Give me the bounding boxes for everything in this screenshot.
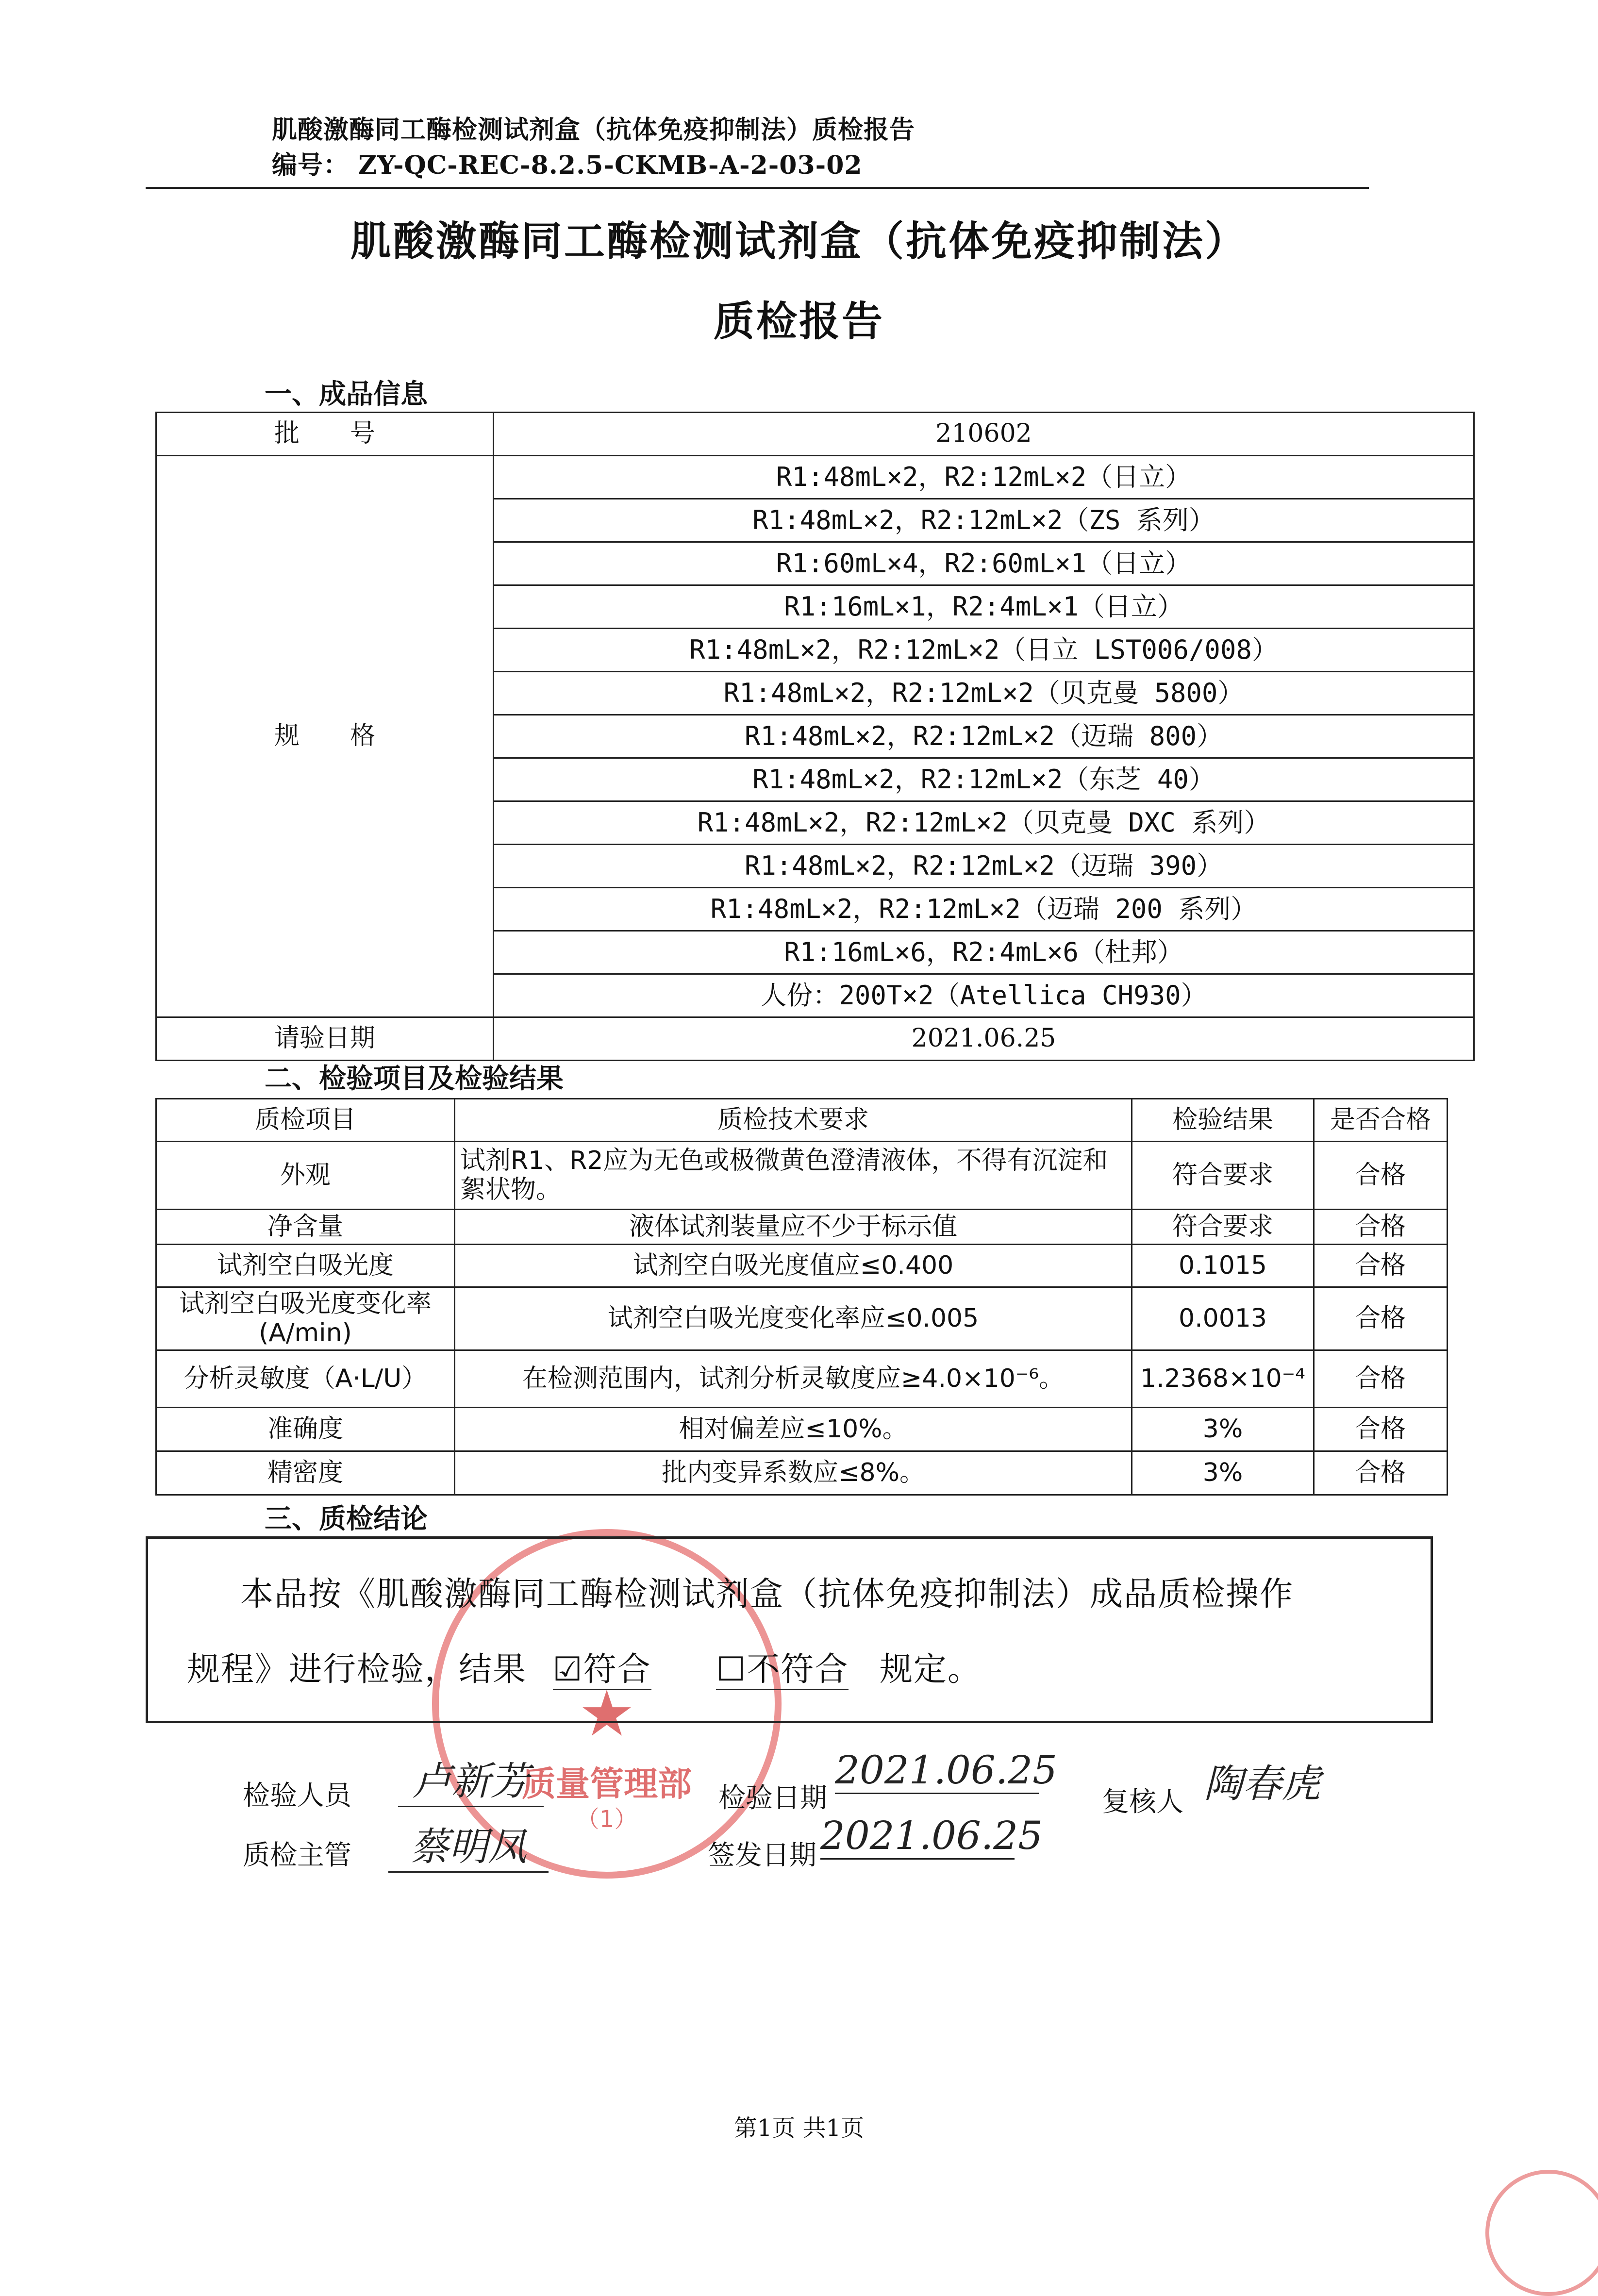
- spec-item: R1:48mL×2，R2:12mL×2（迈瑞 390）: [494, 845, 1474, 888]
- result-cell: 0.1015: [1132, 1245, 1314, 1287]
- issue-date: 2021.06.25: [820, 1813, 1015, 1860]
- conclusion-suffix: 规定。: [879, 1650, 982, 1689]
- spec-item: R1:48mL×2，R2:12mL×2（迈瑞 200 系列）: [494, 888, 1474, 931]
- conclusion-prefix: 规程》进行检验，结果: [187, 1650, 527, 1689]
- request-date-label: 请验日期: [156, 1017, 494, 1061]
- spec-item: R1:48mL×2，R2:12mL×2（东芝 40）: [494, 758, 1474, 801]
- spec-item: 人份：200T×2（Atellica CH930）: [494, 974, 1474, 1017]
- header-pass: 是否合格: [1314, 1099, 1448, 1142]
- item-cell: 精密度: [156, 1451, 455, 1495]
- conclusion-line1: 本品按《肌酸激酶同工酶检测试剂盒（抗体免疫抑制法）成品质检操作: [240, 1575, 1294, 1614]
- section3-heading: 三、质检结论: [265, 1503, 428, 1535]
- header-divider: [146, 187, 1369, 189]
- table-row: [156, 456, 1474, 499]
- request-date-value: 2021.06.25: [494, 1017, 1474, 1061]
- edge-seal: [1485, 2170, 1598, 2296]
- result-cell: 0.0013: [1132, 1287, 1314, 1350]
- pass-cell: 合格: [1314, 1350, 1448, 1408]
- requirement-cell: 液体试剂装量应不少于标示值: [455, 1210, 1132, 1245]
- spec-item: R1:48mL×2，R2:12mL×2（ZS 系列）: [494, 499, 1474, 542]
- reviewer-signature: 陶春虎: [1204, 1761, 1320, 1806]
- item-cell: 试剂空白吸光度变化率(A/min): [156, 1287, 455, 1350]
- section2-heading: 二、检验项目及检验结果: [265, 1063, 564, 1095]
- spec-item: R1:16mL×1，R2:4mL×1（日立）: [494, 585, 1474, 629]
- result-cell: 3%: [1132, 1408, 1314, 1451]
- spec-item: R1:48mL×2，R2:12mL×2（贝克曼 DXC 系列）: [494, 801, 1474, 845]
- doc-header-title: 肌酸激酶同工酶检测试剂盒（抗体免疫抑制法）质检报告: [272, 115, 916, 145]
- table-row: [156, 413, 1474, 456]
- table-row: [156, 1210, 1448, 1245]
- table-row: [156, 1408, 1448, 1451]
- item-cell: 试剂空白吸光度: [156, 1245, 455, 1287]
- spec-item: R1:48mL×2，R2:12mL×2（贝克曼 5800）: [494, 672, 1474, 715]
- item-cell: 外观: [156, 1142, 455, 1210]
- doc-number: 编号： ZY-QC-REC-8.2.5-CKMB-A-2-03-02: [272, 150, 863, 180]
- page-number: 第1页 共1页: [733, 2114, 865, 2142]
- spec-item: R1:48mL×2，R2:12mL×2（日立）: [494, 456, 1474, 499]
- batch-value: 210602: [494, 413, 1474, 456]
- inspector-label: 检验人员: [243, 1780, 351, 1812]
- table-row: [156, 1017, 1474, 1061]
- supervisor-signature: 蔡明凤: [388, 1815, 549, 1873]
- result-cell: 3%: [1132, 1451, 1314, 1495]
- option-nonconform: ☐不符合: [716, 1650, 849, 1690]
- result-cell: 符合要求: [1132, 1210, 1314, 1245]
- pass-cell: 合格: [1314, 1451, 1448, 1495]
- item-cell: 净含量: [156, 1210, 455, 1245]
- pass-cell: 合格: [1314, 1408, 1448, 1451]
- item-cell: 准确度: [156, 1408, 455, 1451]
- requirement-cell: 相对偏差应≤10%。: [455, 1408, 1132, 1451]
- pass-cell: 合格: [1314, 1245, 1448, 1287]
- company-seal: ★ 质量管理部 （1）: [432, 1529, 782, 1879]
- report-title: 肌酸激酶同工酶检测试剂盒（抗体免疫抑制法）: [350, 217, 1248, 265]
- header-requirement: 质检技术要求: [455, 1099, 1132, 1142]
- inspector-signature: 卢新芳: [398, 1750, 544, 1807]
- section1-heading: 一、成品信息: [265, 378, 428, 410]
- requirement-cell: 试剂空白吸光度变化率应≤0.005: [455, 1287, 1132, 1350]
- result-cell: 符合要求: [1132, 1142, 1314, 1210]
- table-row: [156, 1287, 1448, 1350]
- option-conform: ☑符合: [553, 1650, 651, 1690]
- conclusion-box: [146, 1536, 1433, 1723]
- seal-number: （1）: [576, 1806, 638, 1833]
- table-header-row: [156, 1099, 1448, 1142]
- table-row: [156, 1350, 1448, 1408]
- spec-item: R1:16mL×6，R2:4mL×6（杜邦）: [494, 931, 1474, 974]
- pass-cell: 合格: [1314, 1142, 1448, 1210]
- table-row: [156, 1142, 1448, 1210]
- item-cell: 分析灵敏度（A·L/U）: [156, 1350, 455, 1408]
- inspect-date-label: 检验日期: [718, 1782, 827, 1814]
- pass-cell: 合格: [1314, 1210, 1448, 1245]
- spec-item: R1:48mL×2，R2:12mL×2（迈瑞 800）: [494, 715, 1474, 758]
- issue-date-label: 签发日期: [708, 1840, 816, 1871]
- conclusion-line2: [187, 1643, 982, 1690]
- spec-item: R1:48mL×2，R2:12mL×2（日立 LST006/008）: [494, 629, 1474, 672]
- report-subtitle: 质检报告: [713, 297, 884, 345]
- batch-label: 批 号: [156, 413, 494, 456]
- inspect-date: 2021.06.25: [835, 1747, 1039, 1794]
- product-info-table: [155, 412, 1475, 1061]
- seal-dept: 质量管理部: [522, 1764, 692, 1804]
- requirement-cell: 在检测范围内，试剂分析灵敏度应≥4.0×10⁻⁶。: [455, 1350, 1132, 1408]
- supervisor-label: 质检主管: [243, 1840, 351, 1871]
- requirement-cell: 批内变异系数应≤8%。: [455, 1451, 1132, 1495]
- inspection-results-table: [155, 1098, 1448, 1496]
- spec-item: R1:60mL×4，R2:60mL×1（日立）: [494, 542, 1474, 585]
- requirement-cell: 试剂R1、R2应为无色或极微黄色澄清液体，不得有沉淀和絮状物。: [455, 1142, 1132, 1210]
- spec-label: 规 格: [156, 456, 494, 1017]
- table-row: [156, 1451, 1448, 1495]
- header-item: 质检项目: [156, 1099, 455, 1142]
- result-cell: 1.2368×10⁻⁴: [1132, 1350, 1314, 1408]
- pass-cell: 合格: [1314, 1287, 1448, 1350]
- table-row: [156, 1245, 1448, 1287]
- header-result: 检验结果: [1132, 1099, 1314, 1142]
- reviewer-label: 复核人: [1102, 1786, 1183, 1818]
- requirement-cell: 试剂空白吸光度值应≤0.400: [455, 1245, 1132, 1287]
